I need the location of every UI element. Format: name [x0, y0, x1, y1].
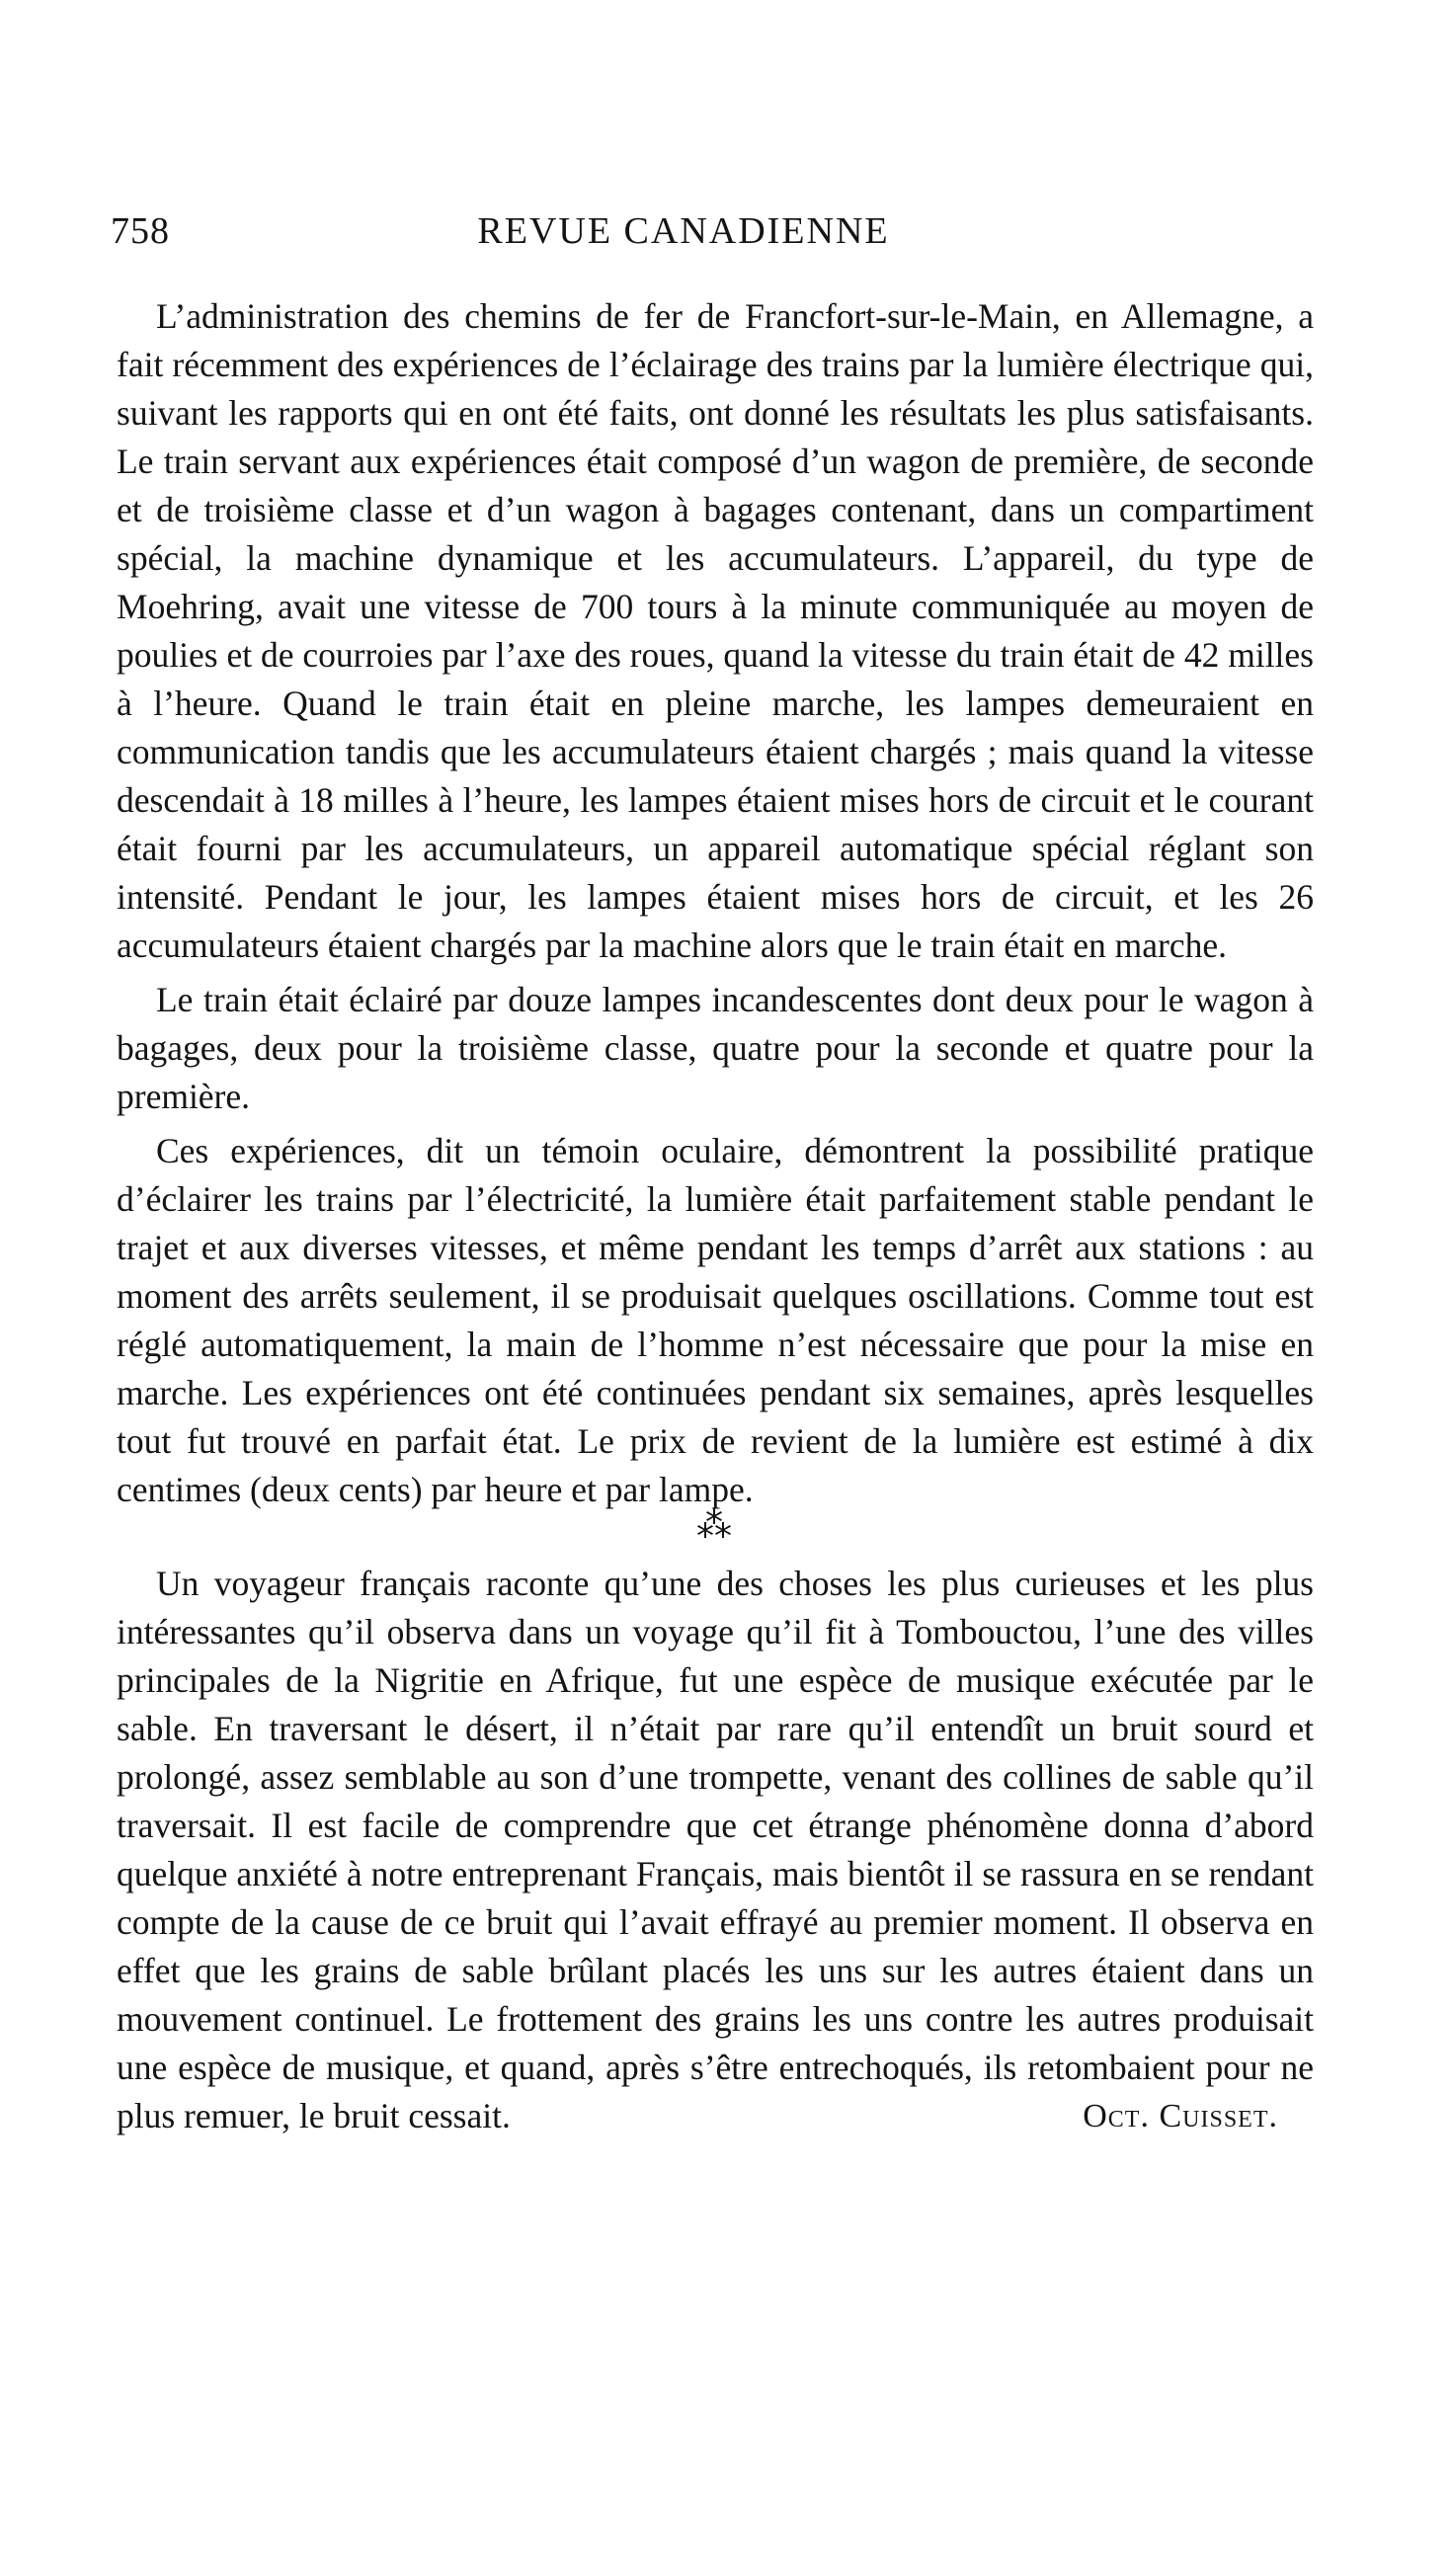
author-signature: Oct. Cuisset.: [1083, 2098, 1278, 2134]
paragraph-4-text: Un voyageur français raconte qu’une des choses les plus curieuses et les plus intéressantes qu’il observa dans un voyage qu’il fit à Tombouctou, l’une des villes principales de la Nigritie en Afrique, fut une espèce de musique exécutée par le sable. En traversant le désert, il n’était par rare qu’il entendît un bruit sourd et prolongé, assez semblable au son d’une trompette, venant des collines de sable qu’il traversait. Il est facile de comprendre que cet étrange phénomène donna d’abord quelque anxiété à notre entreprenant Français, mais bientôt il se rassura en se rendant compte de la cause de ce bruit qui l’avait effrayé au premier moment. Il observa en effet que les grains de sable brûlant placés les uns sur les autres étaient dans un mouvement continuel. Le frottement des grains les uns contre les autres produisait une espèce de musique, et quand, après s’être entrechoqués, ils retombaient pour ne plus remuer, le bruit cessait.: [117, 1564, 1314, 2135]
page-header: [111, 209, 1316, 269]
running-head: REVUE CANADIENNE: [477, 210, 890, 252]
paragraph-3: Ces expériences, dit un témoin oculaire, démontrent la possibilité pratique d’éclairer les trains par l’électricité, la lumière était parfaitement stable pendant le trajet et aux diverses vitesses, et même pendant les temps d’arrêt aux stations : au moment des arrêts seulement, il se produisait quelques oscillations. Comme tout est réglé automatiquement, la main de l’homme n’est nécessaire que pour la mise en marche. Les expériences ont été continuées pendant six semaines, après lesquelles tout fut trouvé en parfait état. Le prix de revient de la lumière est estimé à dix centimes (deux cents) par heure et par lampe.: [117, 1131, 1314, 1509]
page-number: 758: [111, 210, 170, 252]
paragraph-1: L’administration des chemins de fer de Francfort-sur-le-Main, en Allemagne, a fait récemment des expériences de l’éclairage des trains par la lumière électrique qui, suivant les rapports qui en ont été faits, ont donné les résultats les plus satisfaisants. Le train servant aux expériences était composé d’un wagon de première, de seconde et de troisième classe et d’un wagon à bagages contenant, dans un compartiment spécial, la machine dynamique et les accumulateurs. L’appareil, du type de Moehring, avait une vitesse de 700 tours à la minute communiquée au moyen de poulies et de courroies par l’axe des roues, quand la vitesse du train était de 42 milles à l’heure. Quand le train était en pleine marche, les lampes demeuraient en communication tandis que les accumulateurs étaient chargés ; mais quand la vitesse descendait à 18 milles à l’heure, les lampes étaient mises hors de circuit et le courant était fourni par les accumulateurs, un appareil automatique spécial réglant son intensité. Pendant le jour, les lampes étaient mises hors de circuit, et les 26 accumulateurs étaient chargés par la machine alors que le train était en marche.: [117, 296, 1314, 965]
paragraph-2: Le train était éclairé par douze lampes incandescentes dont deux pour le wagon à bagages, deux pour la troisième classe, quatre pour la seconde et quatre pour la première.: [117, 980, 1314, 1116]
section-separator: ⁂: [696, 1505, 734, 1545]
article-body: [117, 292, 1314, 2146]
paragraph-4: [117, 1560, 1314, 2140]
